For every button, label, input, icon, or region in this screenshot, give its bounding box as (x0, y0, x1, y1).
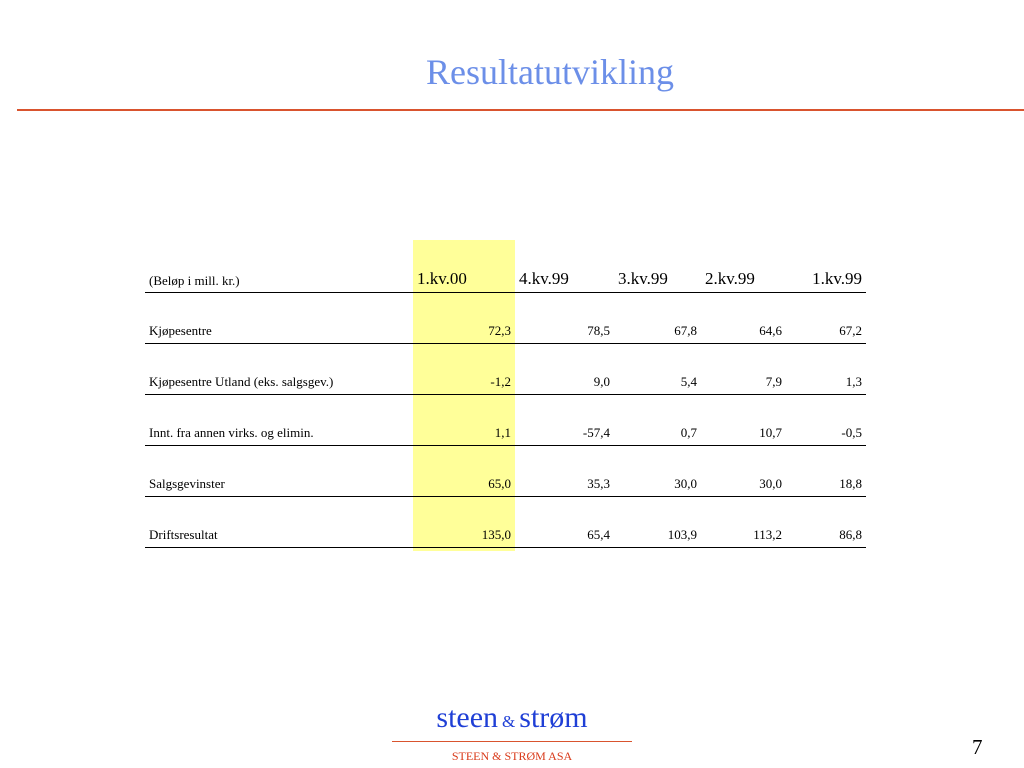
cell-value: 67,8 (614, 292, 701, 343)
cell-value: 0,7 (614, 394, 701, 445)
table-row (145, 292, 866, 343)
cell-value: -57,4 (515, 394, 614, 445)
column-header: 1.kv.99 (786, 266, 866, 292)
cell-value: 86,8 (786, 496, 866, 547)
table-row (145, 343, 866, 394)
results-table (145, 266, 866, 548)
cell-value: 10,7 (701, 394, 786, 445)
cell-value: 1,3 (786, 343, 866, 394)
cell-value: 30,0 (614, 445, 701, 496)
cell-value: 72,3 (413, 292, 515, 343)
page-number: 7 (972, 735, 983, 759)
row-label: Driftsresultat (145, 496, 413, 547)
cell-value: 64,6 (701, 292, 786, 343)
cell-value: 67,2 (786, 292, 866, 343)
column-header: 3.kv.99 (614, 266, 701, 292)
table-row (145, 394, 866, 445)
cell-value: 30,0 (701, 445, 786, 496)
row-label: Innt. fra annen virks. og elimin. (145, 394, 413, 445)
logo-word-steen: steen (436, 701, 499, 734)
cell-value: 7,9 (701, 343, 786, 394)
cell-value: 35,3 (515, 445, 614, 496)
cell-value: 103,9 (614, 496, 701, 547)
cell-value: 9,0 (515, 343, 614, 394)
row-label: Salgsgevinster (145, 445, 413, 496)
column-header: 1.kv.00 (413, 266, 515, 292)
column-header: 2.kv.99 (701, 266, 786, 292)
cell-value: -0,5 (786, 394, 866, 445)
cell-value: 78,5 (515, 292, 614, 343)
title-divider (17, 109, 1024, 111)
cell-value: 5,4 (614, 343, 701, 394)
row-label: Kjøpesentre Utland (eks. salgsgev.) (145, 343, 413, 394)
table-row (145, 496, 866, 547)
slide-title: Resultatutvikling (426, 52, 674, 92)
table-row (145, 445, 866, 496)
cell-value: 65,0 (413, 445, 515, 496)
company-logo (392, 700, 632, 740)
logo-ampersand: & (502, 712, 516, 731)
row-label: Kjøpesentre (145, 292, 413, 343)
cell-value: 1,1 (413, 394, 515, 445)
logo-divider (392, 741, 632, 742)
logo-word-strom: strøm (519, 701, 588, 734)
cell-value: -1,2 (413, 343, 515, 394)
cell-value: 113,2 (701, 496, 786, 547)
unit-label: (Beløp i mill. kr.) (145, 266, 413, 292)
company-name: STEEN & STRØM ASA (451, 749, 573, 763)
cell-value: 135,0 (413, 496, 515, 547)
table-header-row (145, 266, 866, 292)
cell-value: 65,4 (515, 496, 614, 547)
column-header: 4.kv.99 (515, 266, 614, 292)
cell-value: 18,8 (786, 445, 866, 496)
